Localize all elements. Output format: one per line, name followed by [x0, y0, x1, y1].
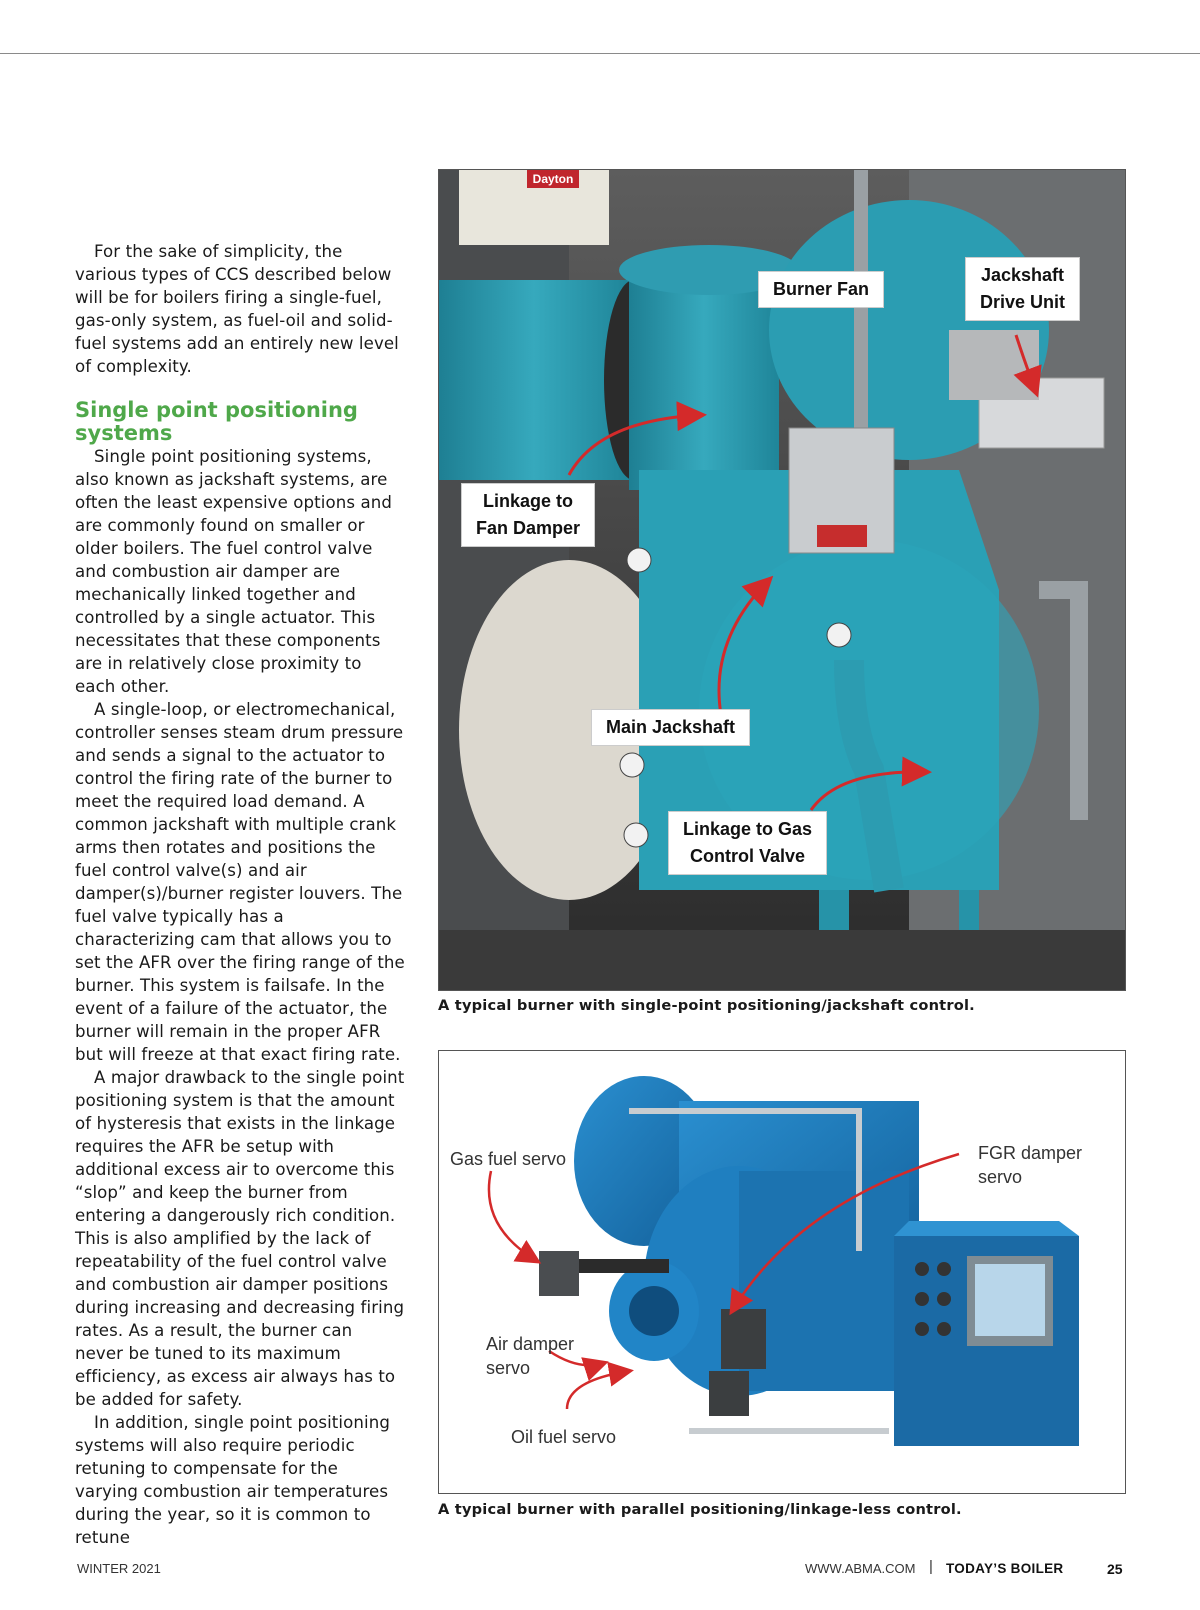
body-paragraph: A single-loop, or electromechanical, controller senses steam drum pressure and sends a signal to the actuator to control the firing rate of the burner to meet the required load demand. A common jackshaft with multiple crank arms then rotates and positions the fuel control valve(s) and air damper(s)/burner register louvers. The fuel valve typically has a characterizing cam that allows you to set the AFR over the firing range of the burner. This system is failsafe. In the event of a failure of the actuator, the burner will remain in the proper AFR but will freeze at that exact firing rate.	[75, 700, 405, 1064]
body-paragraph: A major drawback to the single point positioning system is that the amount of hysteresis that exists in the linkage requires the AFR be setup with additional excess air to overcome this “slop” and keep the burner from entering a dangerously rich condition. This is also amplified by the lack of repeatability of the fuel control valve and combustion air damper positions during increasing and decreasing firing rates. As a result, the burner can never be tuned to its maximum efficiency, as excess air always has to be added for safety.	[75, 1068, 405, 1409]
top-rule	[0, 53, 1200, 54]
page-number: 25	[1107, 1561, 1123, 1577]
intro-paragraph: For the sake of simplicity, the various types of CCS described below will be for boilers firing a single-fuel, gas-only system, as fuel-oil and solid-fuel systems add an entirely new level of complexity.	[75, 242, 399, 376]
burner-fan-label: Burner Fan	[759, 272, 883, 307]
main-jackshaft-label: Main Jackshaft	[592, 710, 749, 745]
figure1-caption: A typical burner with single-point positioning/jackshaft control.	[438, 997, 975, 1014]
website-link[interactable]: WWW.ABMA.COM	[805, 1561, 916, 1576]
figure2-caption: A typical burner with parallel positioning/linkage-less control.	[438, 1501, 962, 1518]
body-paragraph: In addition, single point positioning systems will also require periodic retuning to compensate for the varying combustion air temperatures during the year, so it is common to retune	[75, 1413, 390, 1547]
air-damper-servo-label: Air damper servo	[486, 1334, 575, 1378]
footer-separator: |	[929, 1558, 933, 1575]
section-heading: Single point positioning systems	[75, 398, 358, 445]
article-column	[75, 240, 405, 1549]
oil-fuel-servo-label: Oil fuel servo	[511, 1427, 617, 1447]
dayton-logo: Dayton	[532, 172, 574, 186]
linkage-gas-valve-label: Linkage to Gas Control Valve	[669, 812, 826, 874]
jackshaft-burner-photo	[438, 169, 1126, 991]
linkage-fan-damper-label: Linkage to Fan Damper	[462, 484, 594, 546]
magazine-name: TODAY’S BOILER	[946, 1561, 1064, 1576]
linkage-less-burner-photo	[438, 1050, 1126, 1494]
gas-fuel-servo-label: Gas fuel servo	[450, 1149, 567, 1169]
jackshaft-drive-label: Jackshaft Drive Unit	[966, 258, 1079, 320]
body-paragraph: Single point positioning systems, also known as jackshaft systems, are often the least expensive options and are commonly found on smaller or older boilers. The fuel control valve and combustion air damper are mechanically linked together and controlled by a single actuator. This necessitates that these components are in relatively close proximity to each other.	[75, 447, 392, 696]
fgr-damper-servo-label: FGR damper servo	[978, 1143, 1083, 1187]
issue-date: WINTER 2021	[77, 1561, 161, 1576]
